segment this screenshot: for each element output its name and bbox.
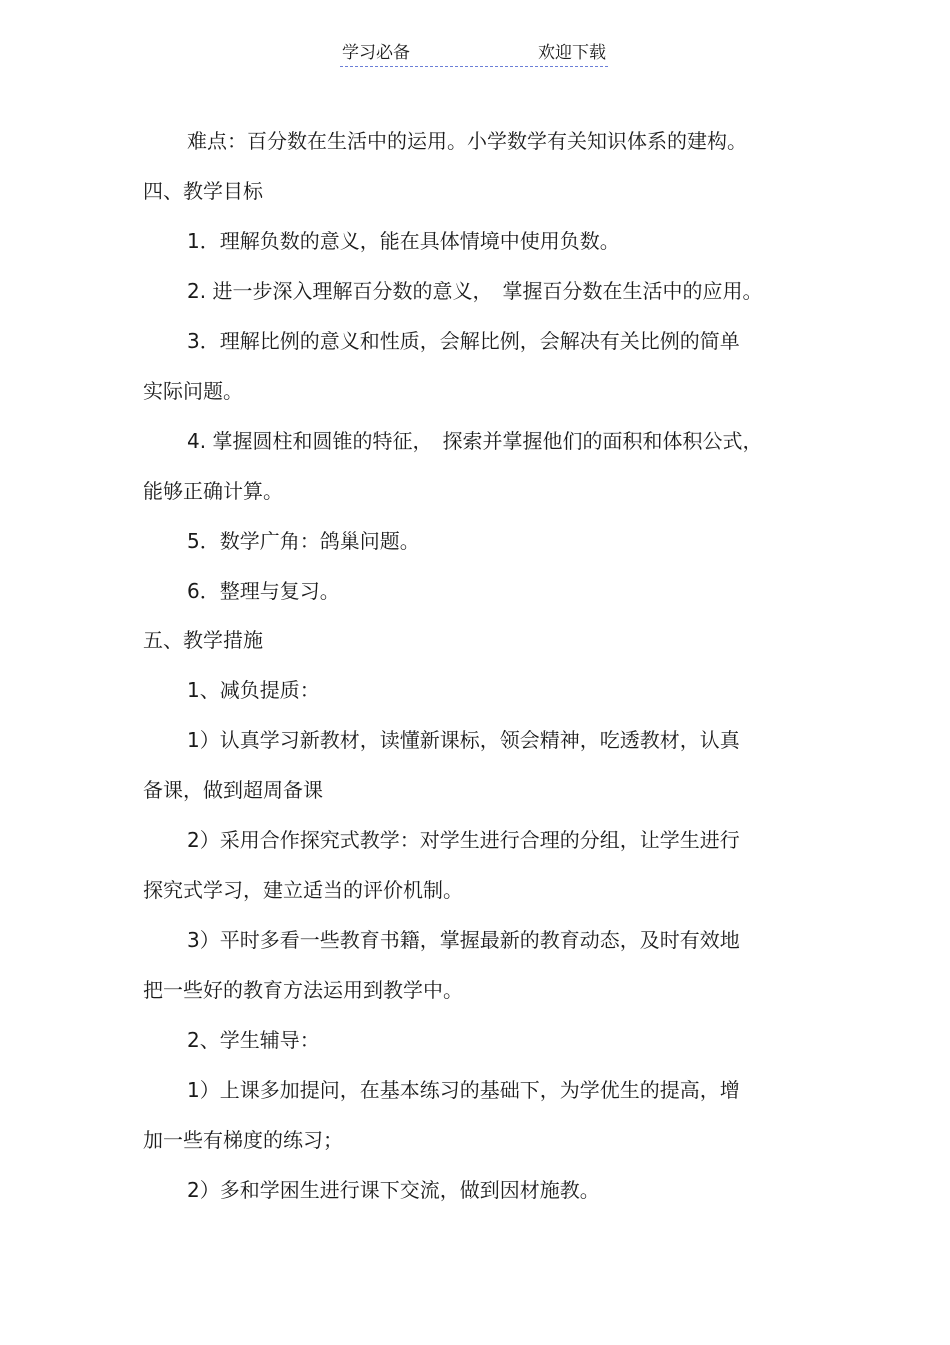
objective-item: 5．数学广角：鸽巢问题。: [187, 529, 420, 553]
measure-item: 1）认真学习新教材，读懂新课标，领会精神，吃透教材，认真: [187, 728, 740, 752]
measure-item: 1）上课多加提问，在基本练习的基础下，为学优生的提高，增: [187, 1078, 740, 1102]
header-left-text: 学习必备: [342, 43, 410, 63]
measure-item-continuation: 探究式学习，建立适当的评价机制。: [143, 878, 463, 902]
objective-item-continuation: 能够正确计算。: [143, 479, 283, 503]
measure-item: 3）平时多看一些教育书籍，掌握最新的教育动态，及时有效地: [187, 928, 740, 952]
measure-item-continuation: 备课，做到超周备课: [143, 778, 323, 802]
subsection-heading: 1、减负提质：: [187, 678, 320, 702]
measure-item: 2）采用合作探究式教学：对学生进行合理的分组，让学生进行: [187, 828, 740, 852]
page-header: [340, 40, 608, 67]
objective-item: 6．整理与复习。: [187, 579, 340, 603]
subsection-heading: 2、学生辅导：: [187, 1028, 320, 1052]
measure-item-continuation: 把一些好的教育方法运用到教学中。: [143, 978, 463, 1002]
section-heading-measures: 五、教学措施: [143, 628, 263, 652]
measure-item: 2）多和学困生进行课下交流，做到因材施教。: [187, 1178, 600, 1202]
measure-item-continuation: 加一些有梯度的练习；: [143, 1128, 343, 1152]
objective-item: 1．理解负数的意义，能在具体情境中使用负数。: [187, 229, 620, 253]
difficulty-line: 难点：百分数在生活中的运用。小学数学有关知识体系的建构。: [187, 129, 747, 153]
header-right-text: 欢迎下载: [538, 43, 606, 63]
objective-item: 3．理解比例的意义和性质，会解比例，会解决有关比例的简单: [187, 329, 740, 353]
objective-item: 4. 掌握圆柱和圆锥的特征， 探索并掌握他们的面积和体积公式，: [187, 429, 763, 453]
objective-item-continuation: 实际问题。: [143, 379, 243, 403]
section-heading-objectives: 四、教学目标: [143, 179, 263, 203]
objective-item: 2. 进一步深入理解百分数的意义， 掌握百分数在生活中的应用。: [187, 279, 763, 303]
